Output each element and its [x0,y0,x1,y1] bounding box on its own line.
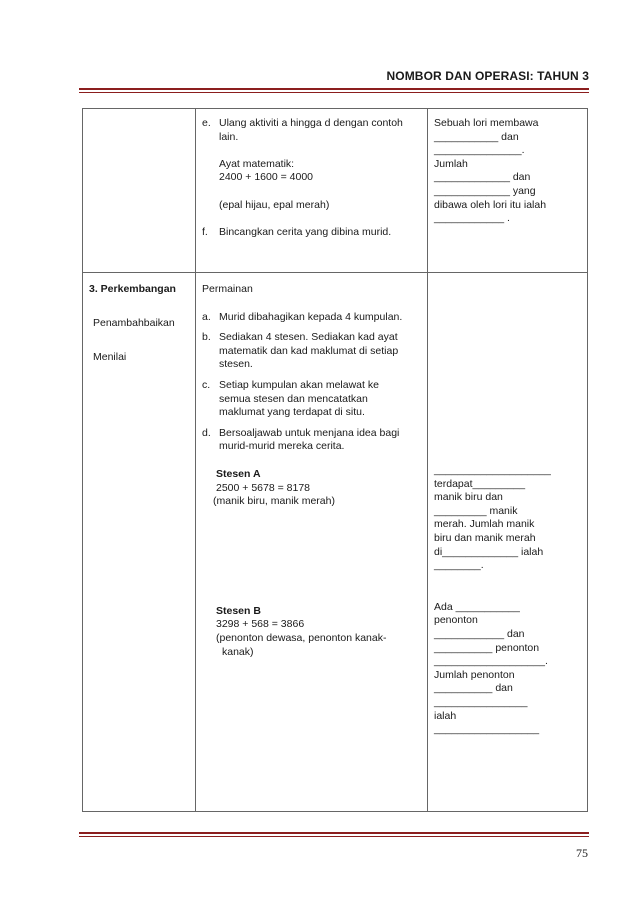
station-b-items: (penonton dewasa, penonton kanak- [216,631,387,644]
footer-rule-thin [79,836,589,837]
note-line: ___________________. [434,655,548,668]
list-item: c. Setiap kumpulan akan melawat ke semua stesen dan mencatatkan maklumat yang terdapat di situ. [202,378,379,419]
station-b-equation: 3298 + 568 = 3866 [216,618,305,631]
lesson-table [82,108,588,812]
header-rule-thin [79,92,589,93]
table-row [83,273,588,812]
note-line: ________. [434,559,484,572]
note-line: __________________ [434,723,540,736]
list-item: a. Murid dibahagikan kepada 4 kumpulan. [202,310,403,323]
note-line: __________ dan [434,682,513,695]
note-line: Sebuah lori membawa [434,117,539,129]
header-rule-thick [79,88,589,90]
station-b-title: Stesen B [216,604,261,617]
note-line: ialah [434,709,457,722]
list-item: e. Ulang aktiviti a hingga d dengan contoh lain. [202,117,403,143]
note-line: __________ penonton [434,641,540,654]
note-line: _________ manik [434,504,518,517]
note-line: biru dan manik merah [434,531,536,544]
note-line: ____________________ [434,464,551,476]
note-line: _____________ yang [434,184,536,197]
item-pair: (epal hijau, epal merah) [219,198,330,211]
footer-rule-thick [79,832,589,834]
note-line: terdapat_________ [434,477,526,490]
table-row [83,109,588,273]
notes-station-b [434,601,582,737]
notes-cell [428,273,588,812]
note-line: penonton [434,614,478,627]
station-a-items: (manik biru, manik merah) [213,495,335,508]
stage-sub-improvement: Penambahbaikan [93,317,175,330]
note-line: Jumlah [434,157,468,170]
station-a-title: Stesen A [216,467,261,480]
page-header-title: NOMBOR DAN OPERASI: TAHUN 3 [386,69,589,83]
note-line: ____________ dan [434,627,525,640]
note-line: merah. Jumlah manik [434,518,535,531]
note-line: Ada ___________ [434,600,520,613]
note-line: Jumlah penonton [434,668,515,681]
notes-cell [428,109,588,273]
stage-sub-evaluate: Menilai [93,351,127,364]
station-b [202,605,422,659]
note-line: ________________ [434,695,528,708]
list-item: b. Sediakan 4 stesen. Sediakan kad ayat matematik dan kad maklumat di setiap stesen. [202,331,399,371]
note-line: manik biru dan [434,491,503,504]
page-number: 75 [576,846,588,860]
station-a [202,468,422,509]
activity-cell [196,109,428,273]
math-sentence: Ayat matematik: 2400 + 1600 = 4000 [219,157,314,184]
note-line: _____________ dan [434,171,531,184]
list-item: d. Bersoaljawab untuk menjana idea bagi murid-murid mereka cerita. [202,426,400,453]
stage-cell [83,273,196,812]
activity-title: Permainan [202,283,253,295]
note-line: di_____________ ialah [434,545,544,558]
note-line: _______________. [434,144,525,157]
list-item: f. Bincangkan cerita yang dibina murid. [202,225,392,238]
note-line: ___________ dan [434,130,519,143]
stage-cell-empty [83,109,196,273]
note-line: dibawa oleh lori itu ialah [434,198,547,211]
station-b-items-cont: kanak) [222,645,254,658]
station-a-equation: 2500 + 5678 = 8178 [216,481,311,494]
notes-station-a [434,464,582,573]
note-line: ____________ . [434,212,510,225]
stage-title: 3. Perkembangan [89,283,176,295]
activity-cell [196,273,428,812]
